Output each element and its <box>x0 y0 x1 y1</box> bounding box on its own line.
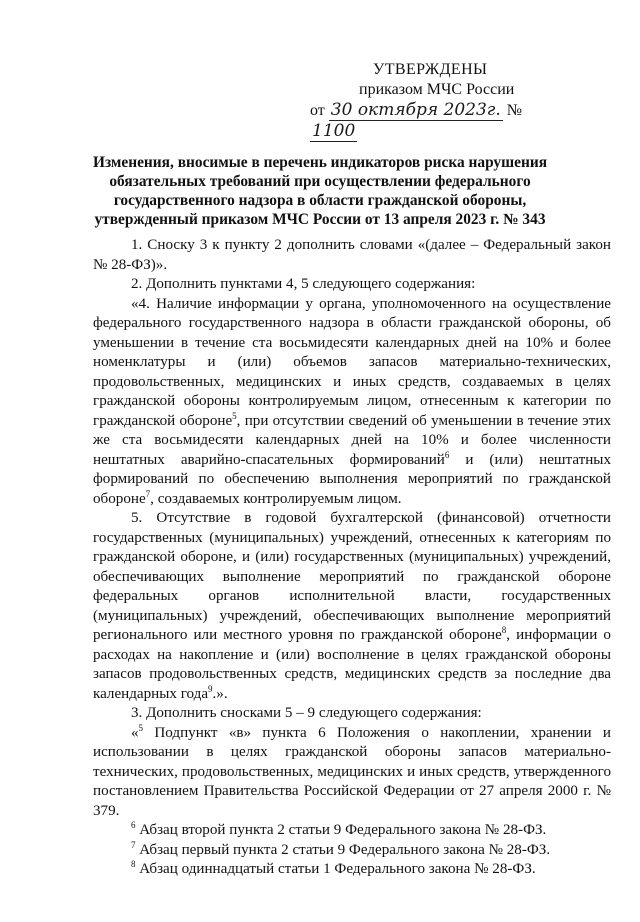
footnote-text: Абзац одиннадцатый статьи 1 Федерального закона № 28-ФЗ. <box>135 861 536 877</box>
document-body <box>93 236 611 880</box>
paragraph-item-5 <box>93 509 611 704</box>
text-segment: .». <box>212 685 228 702</box>
paragraph-1: 1. Сноску 3 к пункту 2 дополнить словами «(далее – Федеральный закон № 28-ФЗ)». <box>93 237 611 273</box>
text-segment: , создаваемых контролируемым лицом. <box>150 490 402 507</box>
approval-number-prefix: № <box>506 102 523 119</box>
quote-open: « <box>131 724 139 741</box>
footnote-number: 8 <box>131 859 136 869</box>
approval-date-handwritten: 30 октября 2023г. <box>330 100 501 120</box>
footnote-ref: 8 <box>501 625 507 635</box>
footnote-ref: 6 <box>444 449 450 460</box>
text-segment: и (или) нештатных формирований по обеспечению выполнения мероприятий по гражданской обороне <box>93 451 611 507</box>
approval-issuer: приказом МЧС России <box>359 81 515 98</box>
text-segment: «4. Наличие информации у органа, уполномоченного на осуществление федерального государственного надзора в области гражданской обороны, об уменьшении в течение ста восьмидесяти календарных дней на 10% и более номенклатуры и (или) объемов запасов материально-технических, продовольственных, медицинских и иных средств, создаваемых в целях гражданской обороны контролируемым лицом, отнесенным к категории по гражданской обороне <box>93 295 611 429</box>
footnote-ref: 9 <box>208 683 213 694</box>
footnote-text: Подпункт «в» пункта 6 Положения о накоплении, хранении и использовании в целях гражданской обороны запасов материально-технических, продовольственных, медицинских и иных средств, утвержденного постановлением Правительства Российской Федерации от 27 апреля 2000 г. № 379. <box>93 724 611 819</box>
footnote-number: 7 <box>131 839 136 850</box>
document-title: Изменения, вносимые в перечень индикаторов риска нарушения обязательных требований при осуществлении федерального государственного надзора в области гражданской обороны, утвержденный приказом МЧС России от 13 апреля 2023 г. № 343 <box>92 154 548 228</box>
footnote-7 <box>93 841 611 861</box>
paragraph-3: 3. Дополнить сносками 5 – 9 следующего содержания: <box>131 705 482 721</box>
footnote-text: Абзац второй пункта 2 статьи 9 Федерального закона № 28-ФЗ. <box>135 822 547 838</box>
footnote-8 <box>93 860 611 880</box>
text-segment: 5. Отсутствие в годовой бухгалтерской (финансовой) отчетности государственных (муниципальных) учреждений, отнесенных к категориям по гражданской обороне, и (или) государственных (муниципальных) учреждений, обеспечивающих выполнение мероприятий по гражданской обороне федеральных органов исполнительной власти, государственных (муниципальных) учреждений, обеспечивающих выполнение мероприятий регионального или местного уровня по гражданской обороне <box>93 510 611 643</box>
footnote-6 <box>93 821 611 841</box>
approval-date-line <box>310 100 550 142</box>
footnote-ref: 5 <box>232 410 237 421</box>
approval-date-prefix: от <box>310 102 325 119</box>
footnote-5 <box>93 724 611 822</box>
footnote-ref: 7 <box>145 488 151 499</box>
text-segment: , информации о расходах на накопление и (или) восполнение в целях гражданской обороны запасов продовольственных средств, медицинских средств за последние два календарных года <box>93 627 611 702</box>
paragraph-2: 2. Дополнить пунктами 4, 5 следующего содержания: <box>131 276 476 292</box>
approval-heading: УТВЕРЖДЕНЫ <box>373 61 488 78</box>
approval-stamp <box>310 60 550 142</box>
footnote-number: 5 <box>138 722 144 733</box>
footnote-text: Абзац первый пункта 2 статьи 9 Федерального закона № 28-ФЗ. <box>135 841 551 858</box>
paragraph-item-4 <box>93 295 611 510</box>
footnote-number: 6 <box>131 820 136 830</box>
approval-number-handwritten: 1100 <box>312 121 356 141</box>
text-segment: , при отсутствии сведений об уменьшении в течение этих же ста восьмидесяти календарных дней на 10% и более численности нештатных аварийно-спасательных формирований <box>93 412 611 468</box>
